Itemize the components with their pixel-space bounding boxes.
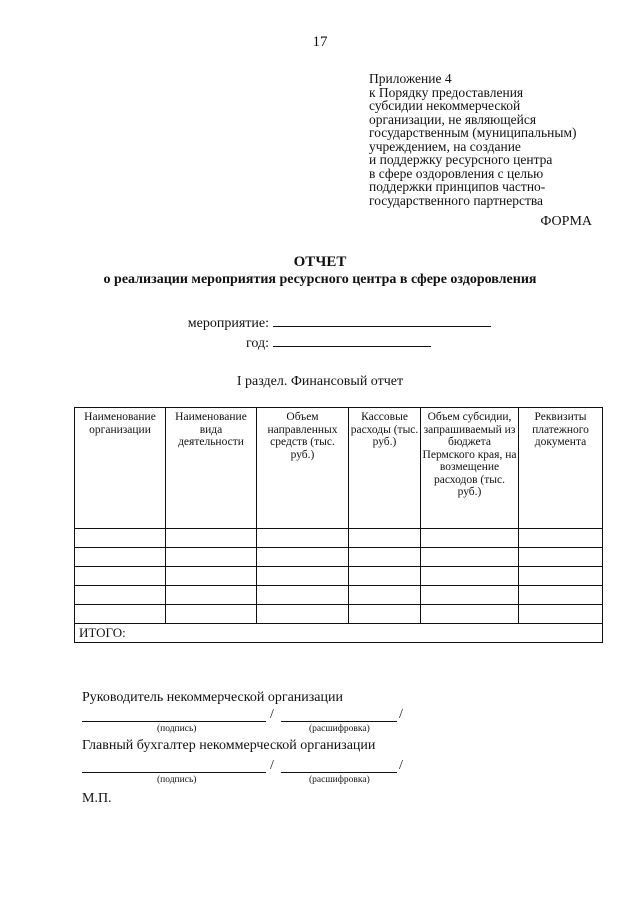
signature-caption: (подпись): [157, 724, 197, 734]
table-cell[interactable]: [519, 605, 603, 624]
column-header: Наименование организации: [75, 408, 166, 529]
appendix-line: субсидии некоммерческой: [369, 98, 521, 113]
year-field[interactable]: [273, 346, 431, 347]
table-cell[interactable]: [349, 529, 421, 548]
table-cell[interactable]: [257, 567, 349, 586]
separator-slash: /: [270, 758, 274, 773]
table-row: [75, 605, 603, 624]
table-cell[interactable]: [519, 586, 603, 605]
column-header: Кассовые расходы (тыс. руб.): [349, 408, 421, 529]
accountant-signature-label: Главный бухгалтер некоммерческой организации: [82, 738, 376, 753]
table-row: [75, 586, 603, 605]
table-cell[interactable]: [257, 548, 349, 567]
document-title: ОТЧЕТ: [293, 254, 347, 270]
appendix-line: Приложение 4: [369, 71, 452, 86]
table-cell[interactable]: [75, 529, 166, 548]
total-label: ИТОГО:: [75, 624, 603, 643]
separator-slash: /: [270, 707, 274, 722]
document-subtitle: о реализации мероприятия ресурсного центра в сфере оздоровления: [103, 272, 537, 287]
head-signature-label: Руководитель некоммерческой организации: [82, 690, 343, 705]
table-header-row: [75, 408, 603, 529]
table-cell[interactable]: [75, 548, 166, 567]
table-cell[interactable]: [349, 567, 421, 586]
head-decoding-line[interactable]: [281, 721, 397, 722]
stamp-place: М.П.: [82, 791, 112, 806]
table-cell[interactable]: [166, 605, 257, 624]
table-cell[interactable]: [349, 605, 421, 624]
decoding-caption: (расшифровка): [309, 775, 370, 785]
table-cell[interactable]: [519, 529, 603, 548]
event-field[interactable]: [273, 326, 491, 327]
section-title: I раздел. Финансовый отчет: [236, 374, 404, 389]
table-cell[interactable]: [166, 548, 257, 567]
table-cell[interactable]: [75, 567, 166, 586]
appendix-line: государственного партнерства: [369, 192, 544, 208]
table-cell[interactable]: [166, 567, 257, 586]
table-cell[interactable]: [519, 567, 603, 586]
table-cell[interactable]: [349, 548, 421, 567]
table-cell[interactable]: [421, 548, 519, 567]
table-cell[interactable]: [257, 586, 349, 605]
table-cell[interactable]: [519, 548, 603, 567]
table-cell[interactable]: [349, 586, 421, 605]
event-label: мероприятие:: [187, 316, 269, 331]
accountant-decoding-line[interactable]: [281, 772, 397, 773]
table-cell[interactable]: [75, 586, 166, 605]
appendix-line: к Порядку предоставления: [369, 84, 524, 100]
appendix-line: государственным (муниципальным): [369, 125, 577, 140]
separator-slash: /: [399, 758, 403, 773]
financial-report-table: [74, 407, 603, 643]
head-signature-line[interactable]: [82, 721, 266, 722]
separator-slash: /: [399, 707, 403, 722]
table-cell[interactable]: [421, 567, 519, 586]
column-header: Наименование вида деятельности: [166, 408, 257, 529]
appendix-line: и поддержку ресурсного центра: [369, 152, 553, 167]
table-cell[interactable]: [166, 586, 257, 605]
table-cell[interactable]: [257, 605, 349, 624]
table-cell[interactable]: [421, 586, 519, 605]
decoding-caption: (расшифровка): [309, 724, 370, 734]
form-label: ФОРМА: [540, 214, 592, 229]
signature-caption: (подпись): [157, 775, 197, 785]
total-row: [75, 624, 603, 643]
appendix-line: учреждением, на создание: [369, 138, 521, 154]
page-number: 17: [312, 34, 328, 50]
appendix-line: в сфере оздоровления с целью: [369, 165, 544, 181]
column-header: Реквизиты платежного документа: [519, 408, 603, 529]
appendix-line: организации, не являющейся: [369, 111, 537, 127]
column-header: Объем направленных средств (тыс. руб.): [257, 408, 349, 529]
table-cell[interactable]: [166, 529, 257, 548]
table-row: [75, 567, 603, 586]
column-header: Объем субсидии, запрашиваемый из бюджета Пермского края, на возмещение расходов (тыс. руб.): [421, 408, 519, 529]
table-cell[interactable]: [421, 529, 519, 548]
appendix-note: [369, 72, 576, 207]
table-cell[interactable]: [421, 605, 519, 624]
table-row: [75, 529, 603, 548]
table-row: [75, 548, 603, 567]
table-cell[interactable]: [257, 529, 349, 548]
accountant-signature-line[interactable]: [82, 772, 266, 773]
appendix-line: поддержки принципов частно-: [369, 179, 546, 194]
year-label: год:: [245, 336, 269, 351]
table-cell[interactable]: [75, 605, 166, 624]
